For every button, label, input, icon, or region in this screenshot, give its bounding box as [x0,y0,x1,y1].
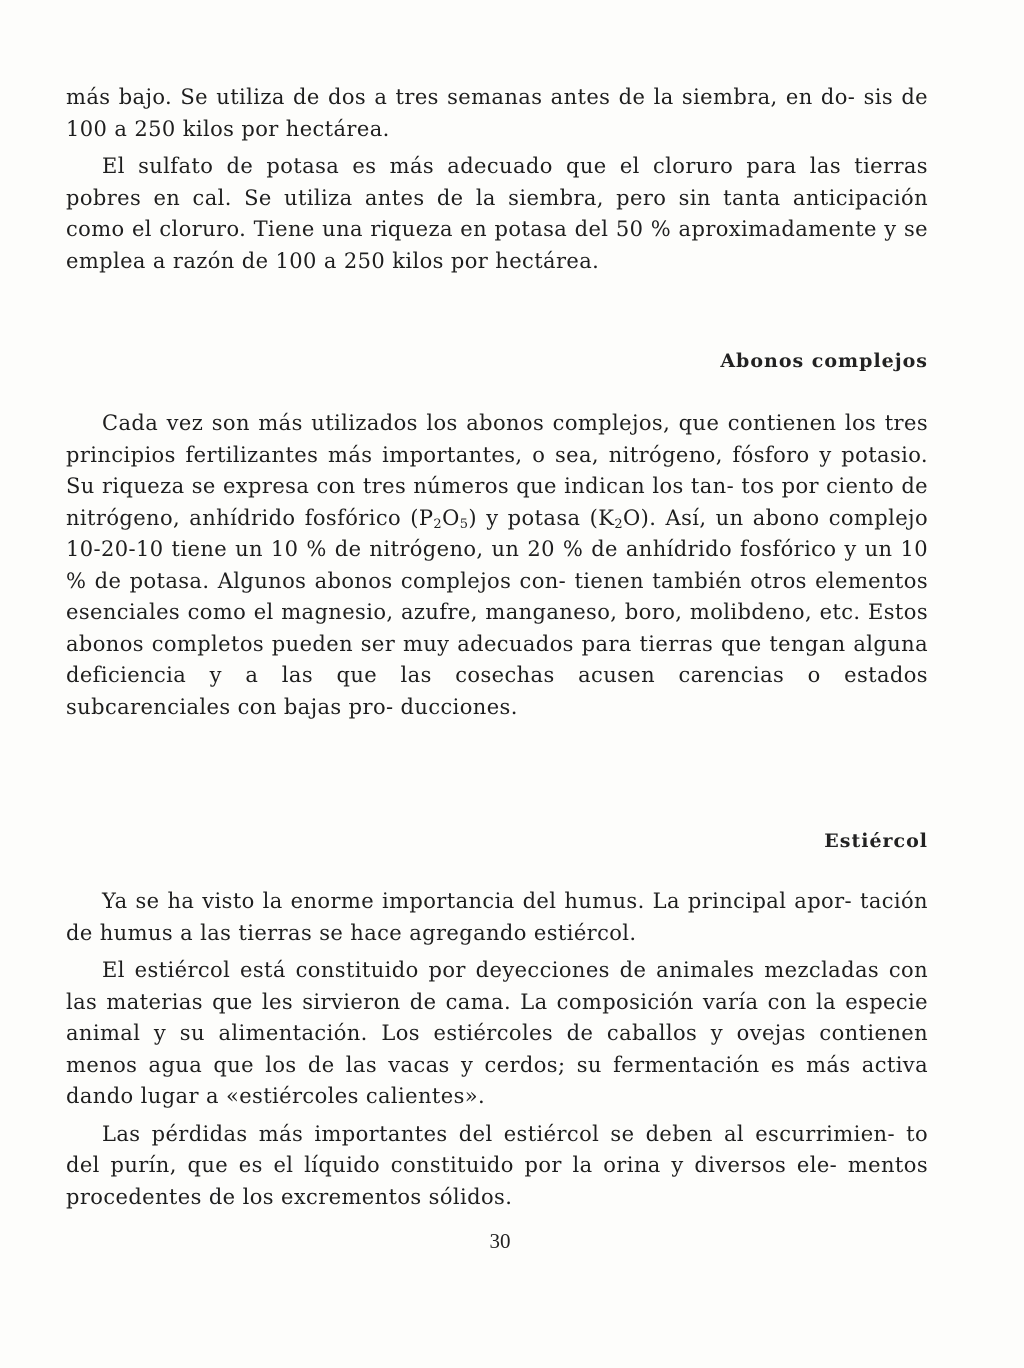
page-number: 30 [489,1229,511,1253]
paragraph-manure-composition: El estiércol está constituido por deyecciones de animales mezcladas con las materias que les sirvieron de cama. La composición varía con la especie animal y su alimentación. Los estiércoles de caballos y ovejas contienen menos agua que los de las vacas y cerdos; su fermentación es más activa dando lugar a «estiércoles calientes». [66,958,928,1108]
section-complex-fertilizers [66,408,928,729]
heading-manure: Estiércol [824,830,928,852]
text-run: ) y potasa (K [468,505,615,530]
section-manure [66,886,928,1219]
text-run: Cada vez son más utilizados los abonos complejos, que contienen los tres principios fertilizantes más importantes, o sea, nitrógeno, fósforo y potasio. Su riqueza se expresa con tres números que indican los tan- tos por ciento de nitrógeno, anhídrido fosfórico (P [66,411,928,530]
paragraph-manure-losses: Las pérdidas más importantes del estiércol se deben al escurrimien- to del purín, que es el líquido constituido por la orina y diversos ele- mentos procedentes de los excrementos sólidos. [66,1121,928,1209]
text-run: O). Así, un abono complejo 10-20-10 tiene un 10 % de nitrógeno, un 20 % de anhídrido fosfórico y un 10 % de potasa. Algunos abonos complejos con- tienen también otros elementos esenciales como el magnesio, azufre, manganeso, boro, molibdeno, etc. Estos abonos completos pueden ser muy adecuados para tierras que tengan alguna deficiencia y a las que las cosechas acusen carencias o estados subcarenciales con bajas pro- ducciones. [66,505,928,719]
paragraph-humus: Ya se ha visto la enorme importancia del humus. La principal apor- tación de humus a las tierras se hace agregando estiércol. [66,889,928,945]
text-run: O [442,505,460,530]
heading-complex-fertilizers: Abonos complejos [720,350,928,372]
subscript: 5 [459,516,469,532]
section-potash-fertilizers [66,82,928,283]
paragraph-potash-sulfate: El sulfato de potasa es más adecuado que el cloruro para las tierras pobres en cal. Se utiliza antes de la siembra, pero sin tanta anticipación como el cloruro. Tiene una riqueza en potasa del 50 % aproximadamente y se emplea a razón de 100 a 250 kilos por hectárea. [66,154,928,273]
paragraph-complex-fertilizers [66,408,928,723]
subscript: 2 [433,516,443,532]
subscript: 2 [614,516,623,532]
paragraph-chloride-end: más bajo. Se utiliza de dos a tres semanas antes de la siembra, en do- sis de 100 a 250 kilos por hectárea. [66,85,928,141]
